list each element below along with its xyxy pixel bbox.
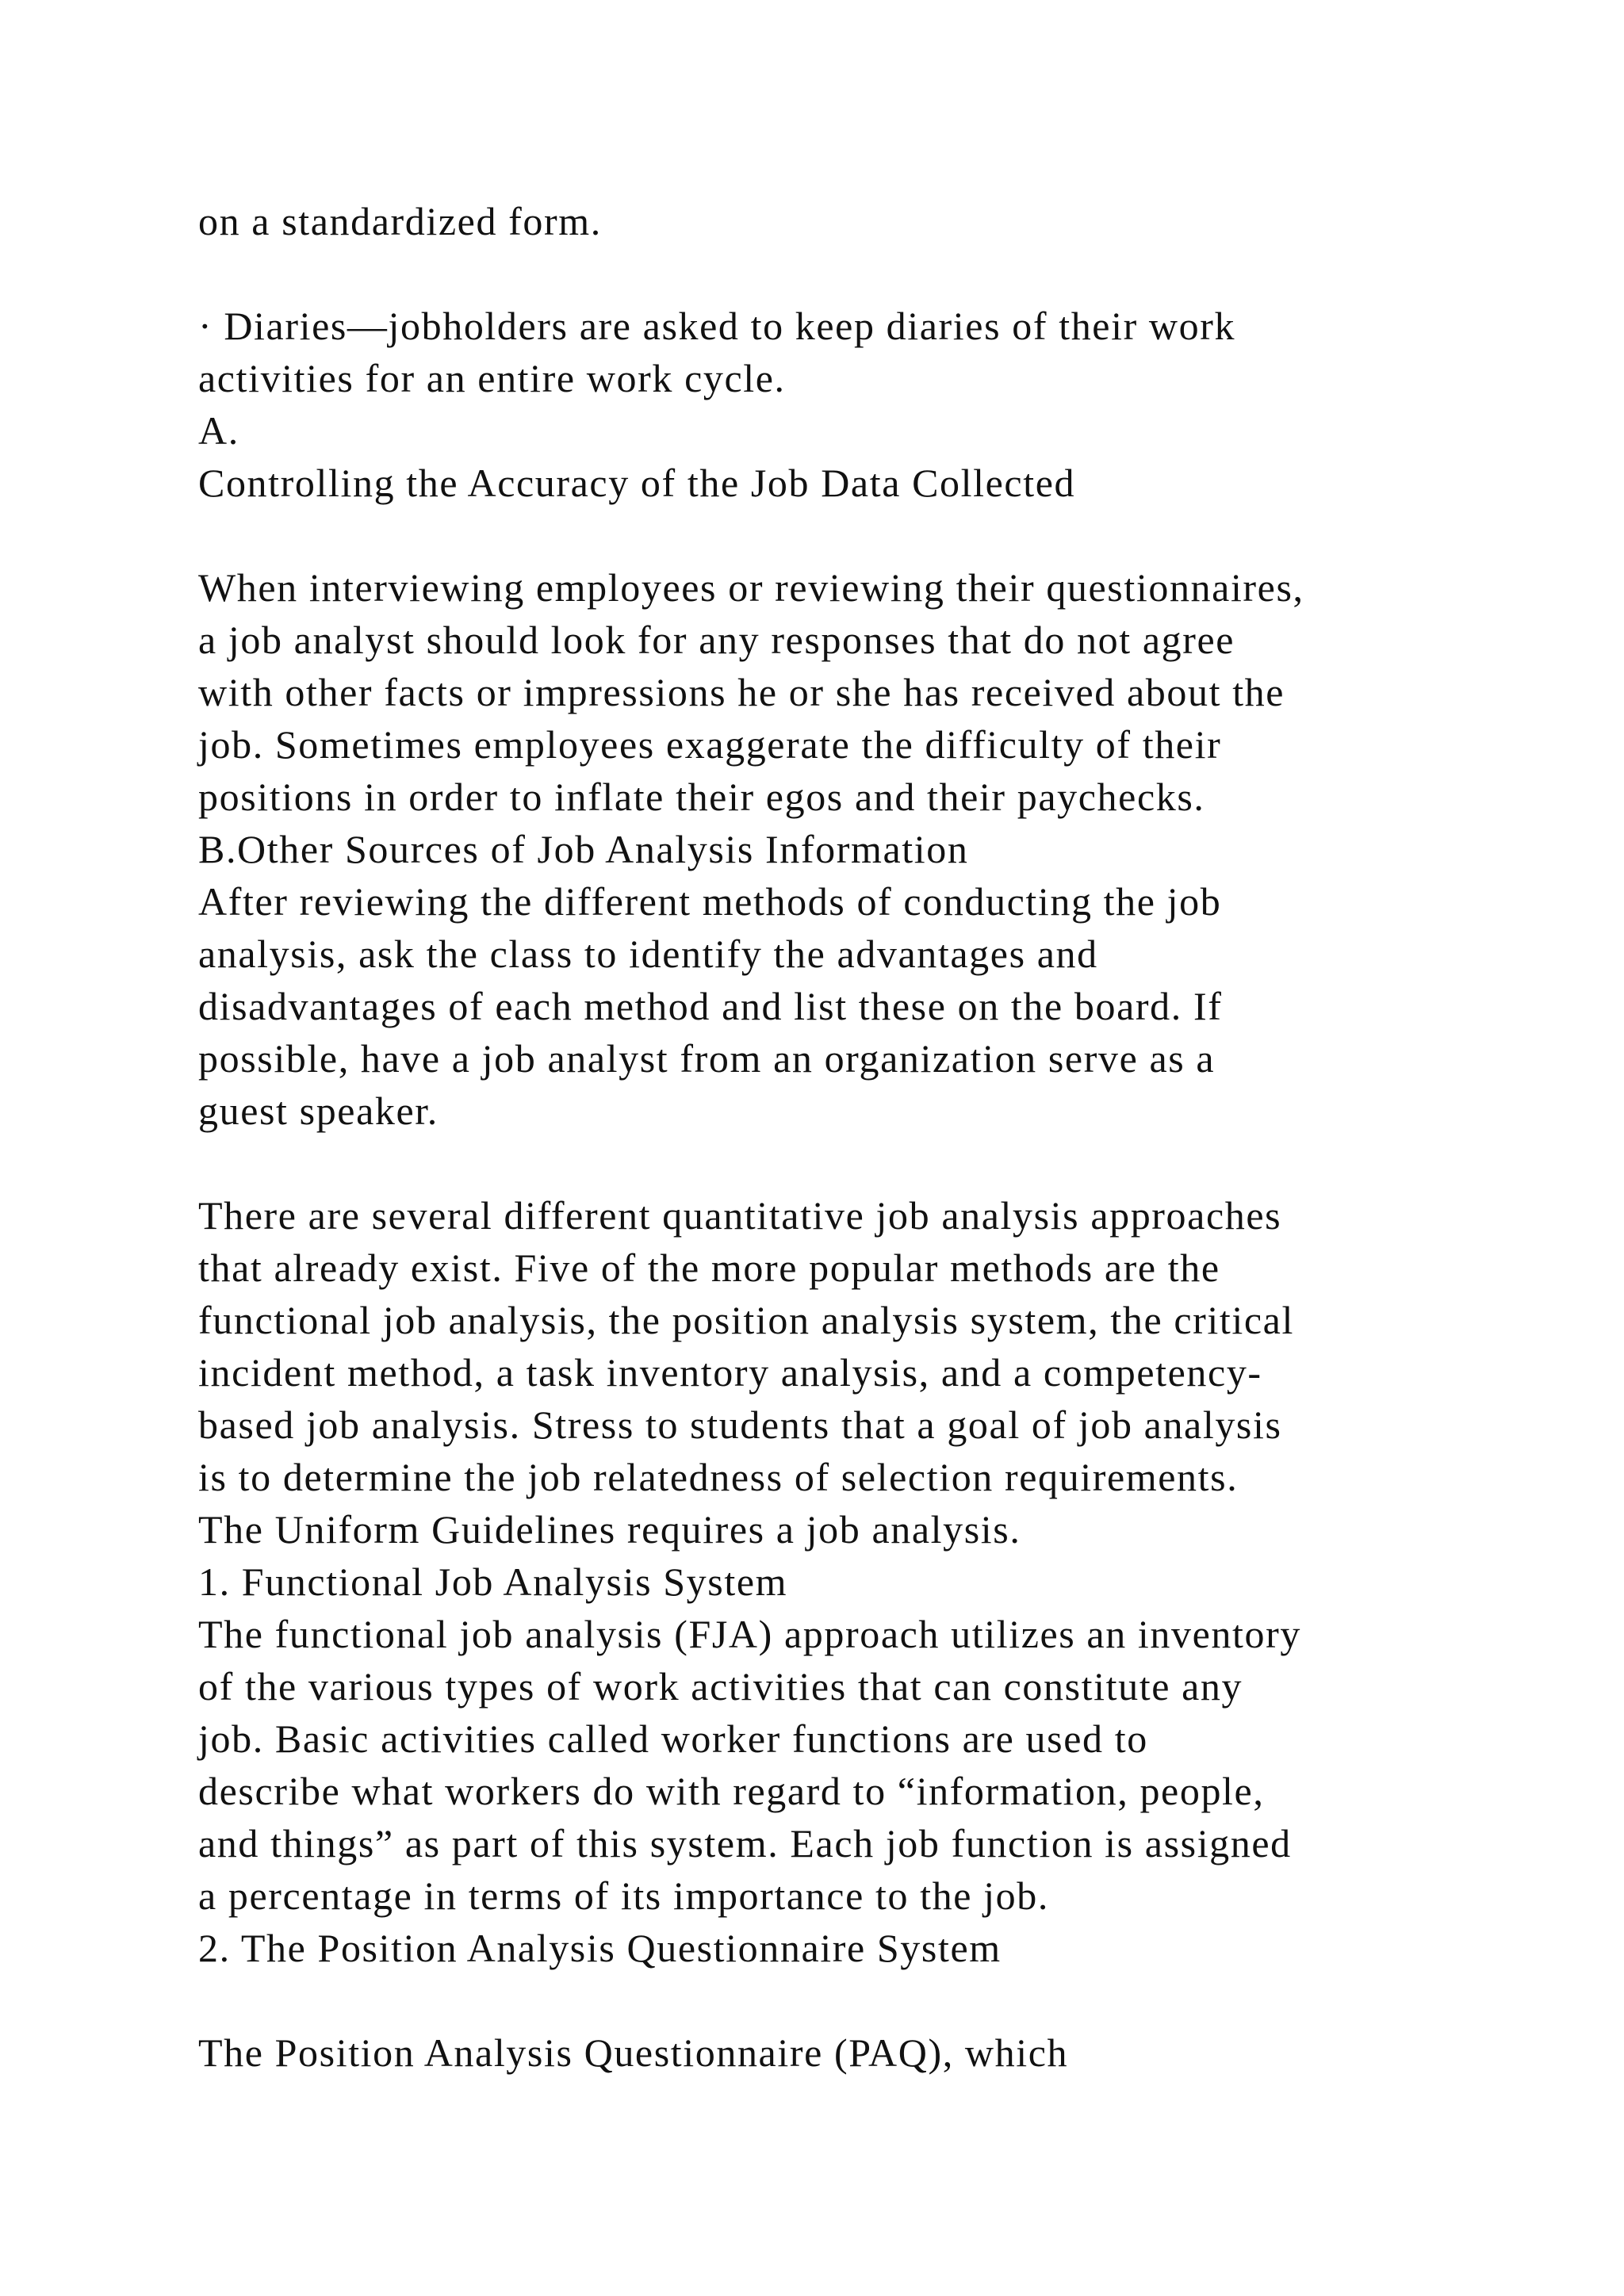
- text-line: on a standardized form.: [198, 199, 602, 243]
- text-line: job. Sometimes employees exaggerate the difficulty of their: [198, 722, 1222, 767]
- text-line: based job analysis. Stress to students that a goal of job analysis: [198, 1402, 1282, 1447]
- blank-line: [198, 247, 1562, 300]
- blank-line: [198, 509, 1562, 561]
- text-line: describe what workers do with regard to “information, people,: [198, 1769, 1265, 1813]
- text-line: There are several different quantitative job analysis approaches: [198, 1193, 1282, 1238]
- text-line: · Diaries—jobholders are asked to keep diaries of their work: [198, 304, 1236, 348]
- text-line: The functional job analysis (FJA) approach utilizes an inventory: [198, 1612, 1301, 1656]
- blank-line: [198, 1974, 1562, 2026]
- document-body: [198, 195, 1562, 2079]
- text-line: The Position Analysis Questionnaire (PAQ), which: [198, 2030, 1069, 2075]
- text-line: a percentage in terms of its importance to the job.: [198, 1873, 1049, 1918]
- text-line: a job analyst should look for any responses that do not agree: [198, 618, 1235, 662]
- section-heading: 2. The Position Analysis Questionnaire System: [198, 1926, 1002, 1970]
- text-line: The Uniform Guidelines requires a job analysis.: [198, 1507, 1021, 1552]
- text-line: functional job analysis, the position analysis system, the critical: [198, 1298, 1294, 1342]
- text-line: with other facts or impressions he or she has received about the: [198, 670, 1285, 714]
- text-line: job. Basic activities called worker functions are used to: [198, 1716, 1148, 1761]
- text-line: is to determine the job relatedness of selection requirements.: [198, 1455, 1239, 1499]
- text-line: that already exist. Five of the more popular methods are the: [198, 1246, 1220, 1290]
- text-line: positions in order to inflate their egos and their paychecks.: [198, 775, 1205, 819]
- text-line: guest speaker.: [198, 1089, 439, 1133]
- text-line: possible, have a job analyst from an organization serve as a: [198, 1036, 1216, 1081]
- section-heading: Controlling the Accuracy of the Job Data Collected: [198, 461, 1076, 505]
- text-line: and things” as part of this system. Each job function is assigned: [198, 1821, 1292, 1866]
- section-heading: 1. Functional Job Analysis System: [198, 1559, 788, 1604]
- text-line: of the various types of work activities that can constitute any: [198, 1664, 1243, 1709]
- text-line: After reviewing the different methods of conducting the job: [198, 879, 1222, 924]
- text-line: When interviewing employees or reviewing their questionnaires,: [198, 565, 1304, 610]
- text-line: disadvantages of each method and list these on the board. If: [198, 984, 1223, 1028]
- section-marker: A.: [198, 408, 239, 453]
- text-line: activities for an entire work cycle.: [198, 356, 786, 400]
- text-line: incident method, a task inventory analysis, and a competency-: [198, 1350, 1262, 1395]
- blank-line: [198, 1137, 1562, 1189]
- section-heading: B.Other Sources of Job Analysis Information: [198, 827, 969, 871]
- text-line: analysis, ask the class to identify the advantages and: [198, 932, 1098, 976]
